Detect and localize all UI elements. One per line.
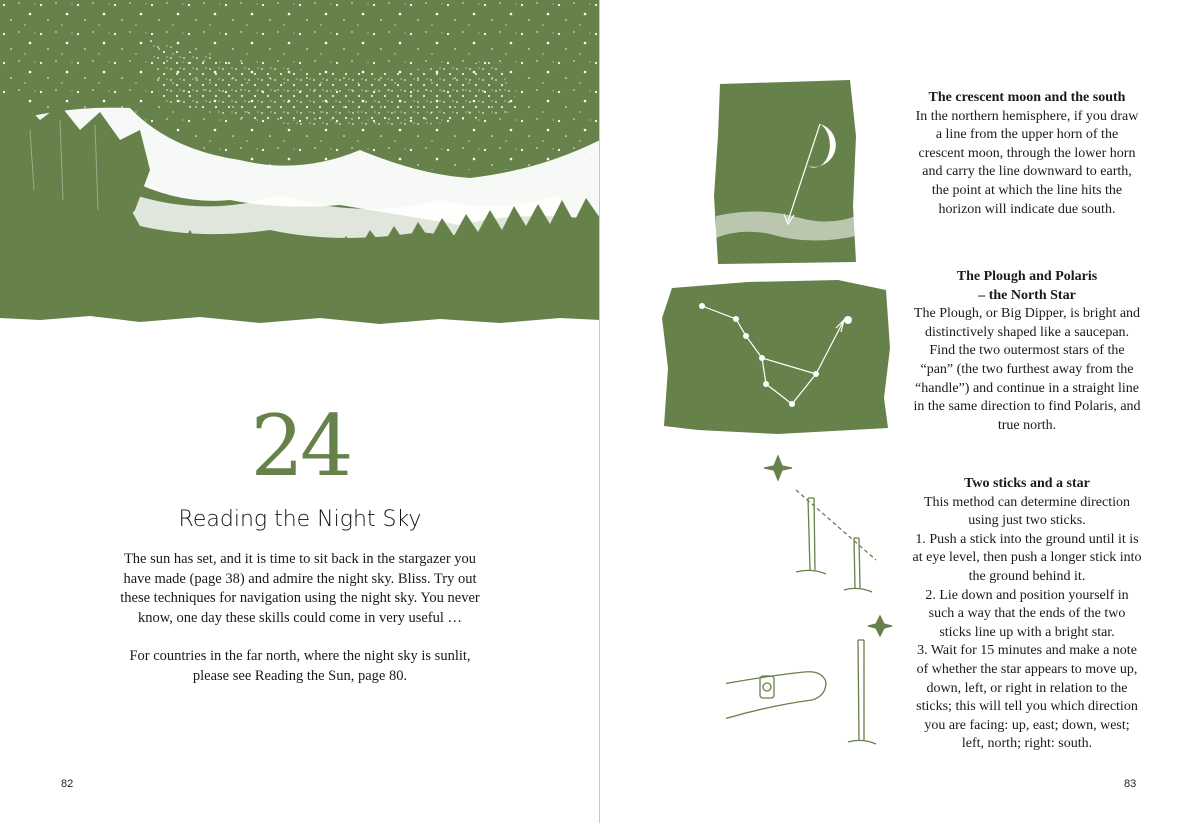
section-body: The Plough, or Big Dipper, is bright and distinctively shaped like a saucepan. Find the two outermost stars of the “pan” (the two furthest away from the “handle”) and continue in a straight line in the same direction to find Polaris, and true north. <box>913 306 1141 433</box>
star-icon <box>764 456 792 480</box>
section-plough-polaris <box>912 268 1142 435</box>
night-forest-illustration <box>0 0 600 330</box>
two-sticks-illustration <box>726 450 906 750</box>
heading-line: The Plough and Polaris <box>956 269 1098 284</box>
section-heading: Two sticks and a star <box>964 476 1090 491</box>
section-intro: This method can determine direction using just two sticks. <box>923 494 1131 529</box>
section-body: In the northern hemisphere, if you draw a line from the upper horn of the crescent moon, through the lower horn and carry the line downward to earth, the point at which the line hits the horizon will indicate due south. <box>915 108 1139 217</box>
intro-paragraph: The sun has set, and it is time to sit back in the stargazer you have made (page 38) and admire the night sky. Bliss. Try out these techniques for navigation using the night sky. You never know, one day these skills could come in very useful … <box>120 551 480 626</box>
section-step: 2. Lie down and position yourself in such a way that the ends of the two sticks line up with a bright star. <box>925 587 1129 640</box>
right-page <box>600 0 1200 823</box>
section-step: 3. Wait for 15 minutes and make a note of whether the star appears to move up, down, left, or right in relation to the sticks; this will tell you which direction you are facing: up, east; down, west; left, north; right: south. <box>916 643 1138 752</box>
chapter-number: 24 <box>250 397 350 495</box>
section-step: 1. Push a stick into the ground until it is at eye level, then push a longer stick into the ground behind it. <box>912 531 1142 584</box>
section-heading <box>912 268 1142 305</box>
section-heading: The crescent moon and the south <box>928 90 1126 105</box>
section-two-sticks <box>912 475 1142 754</box>
chapter-title: Reading the Night Sky <box>178 507 422 532</box>
intro-paragraph: For countries in the far north, where the night sky is sunlit, please see Reading the Sun, page 80. <box>129 648 471 684</box>
plough-constellation-illustration <box>658 278 894 438</box>
page-number: 82 <box>61 778 74 790</box>
crescent-moon-illustration <box>710 76 860 266</box>
section-crescent-moon <box>912 89 1142 219</box>
intro-text <box>112 550 488 705</box>
heading-line: – the North Star <box>978 287 1076 303</box>
page-number: 83 <box>1124 778 1137 790</box>
